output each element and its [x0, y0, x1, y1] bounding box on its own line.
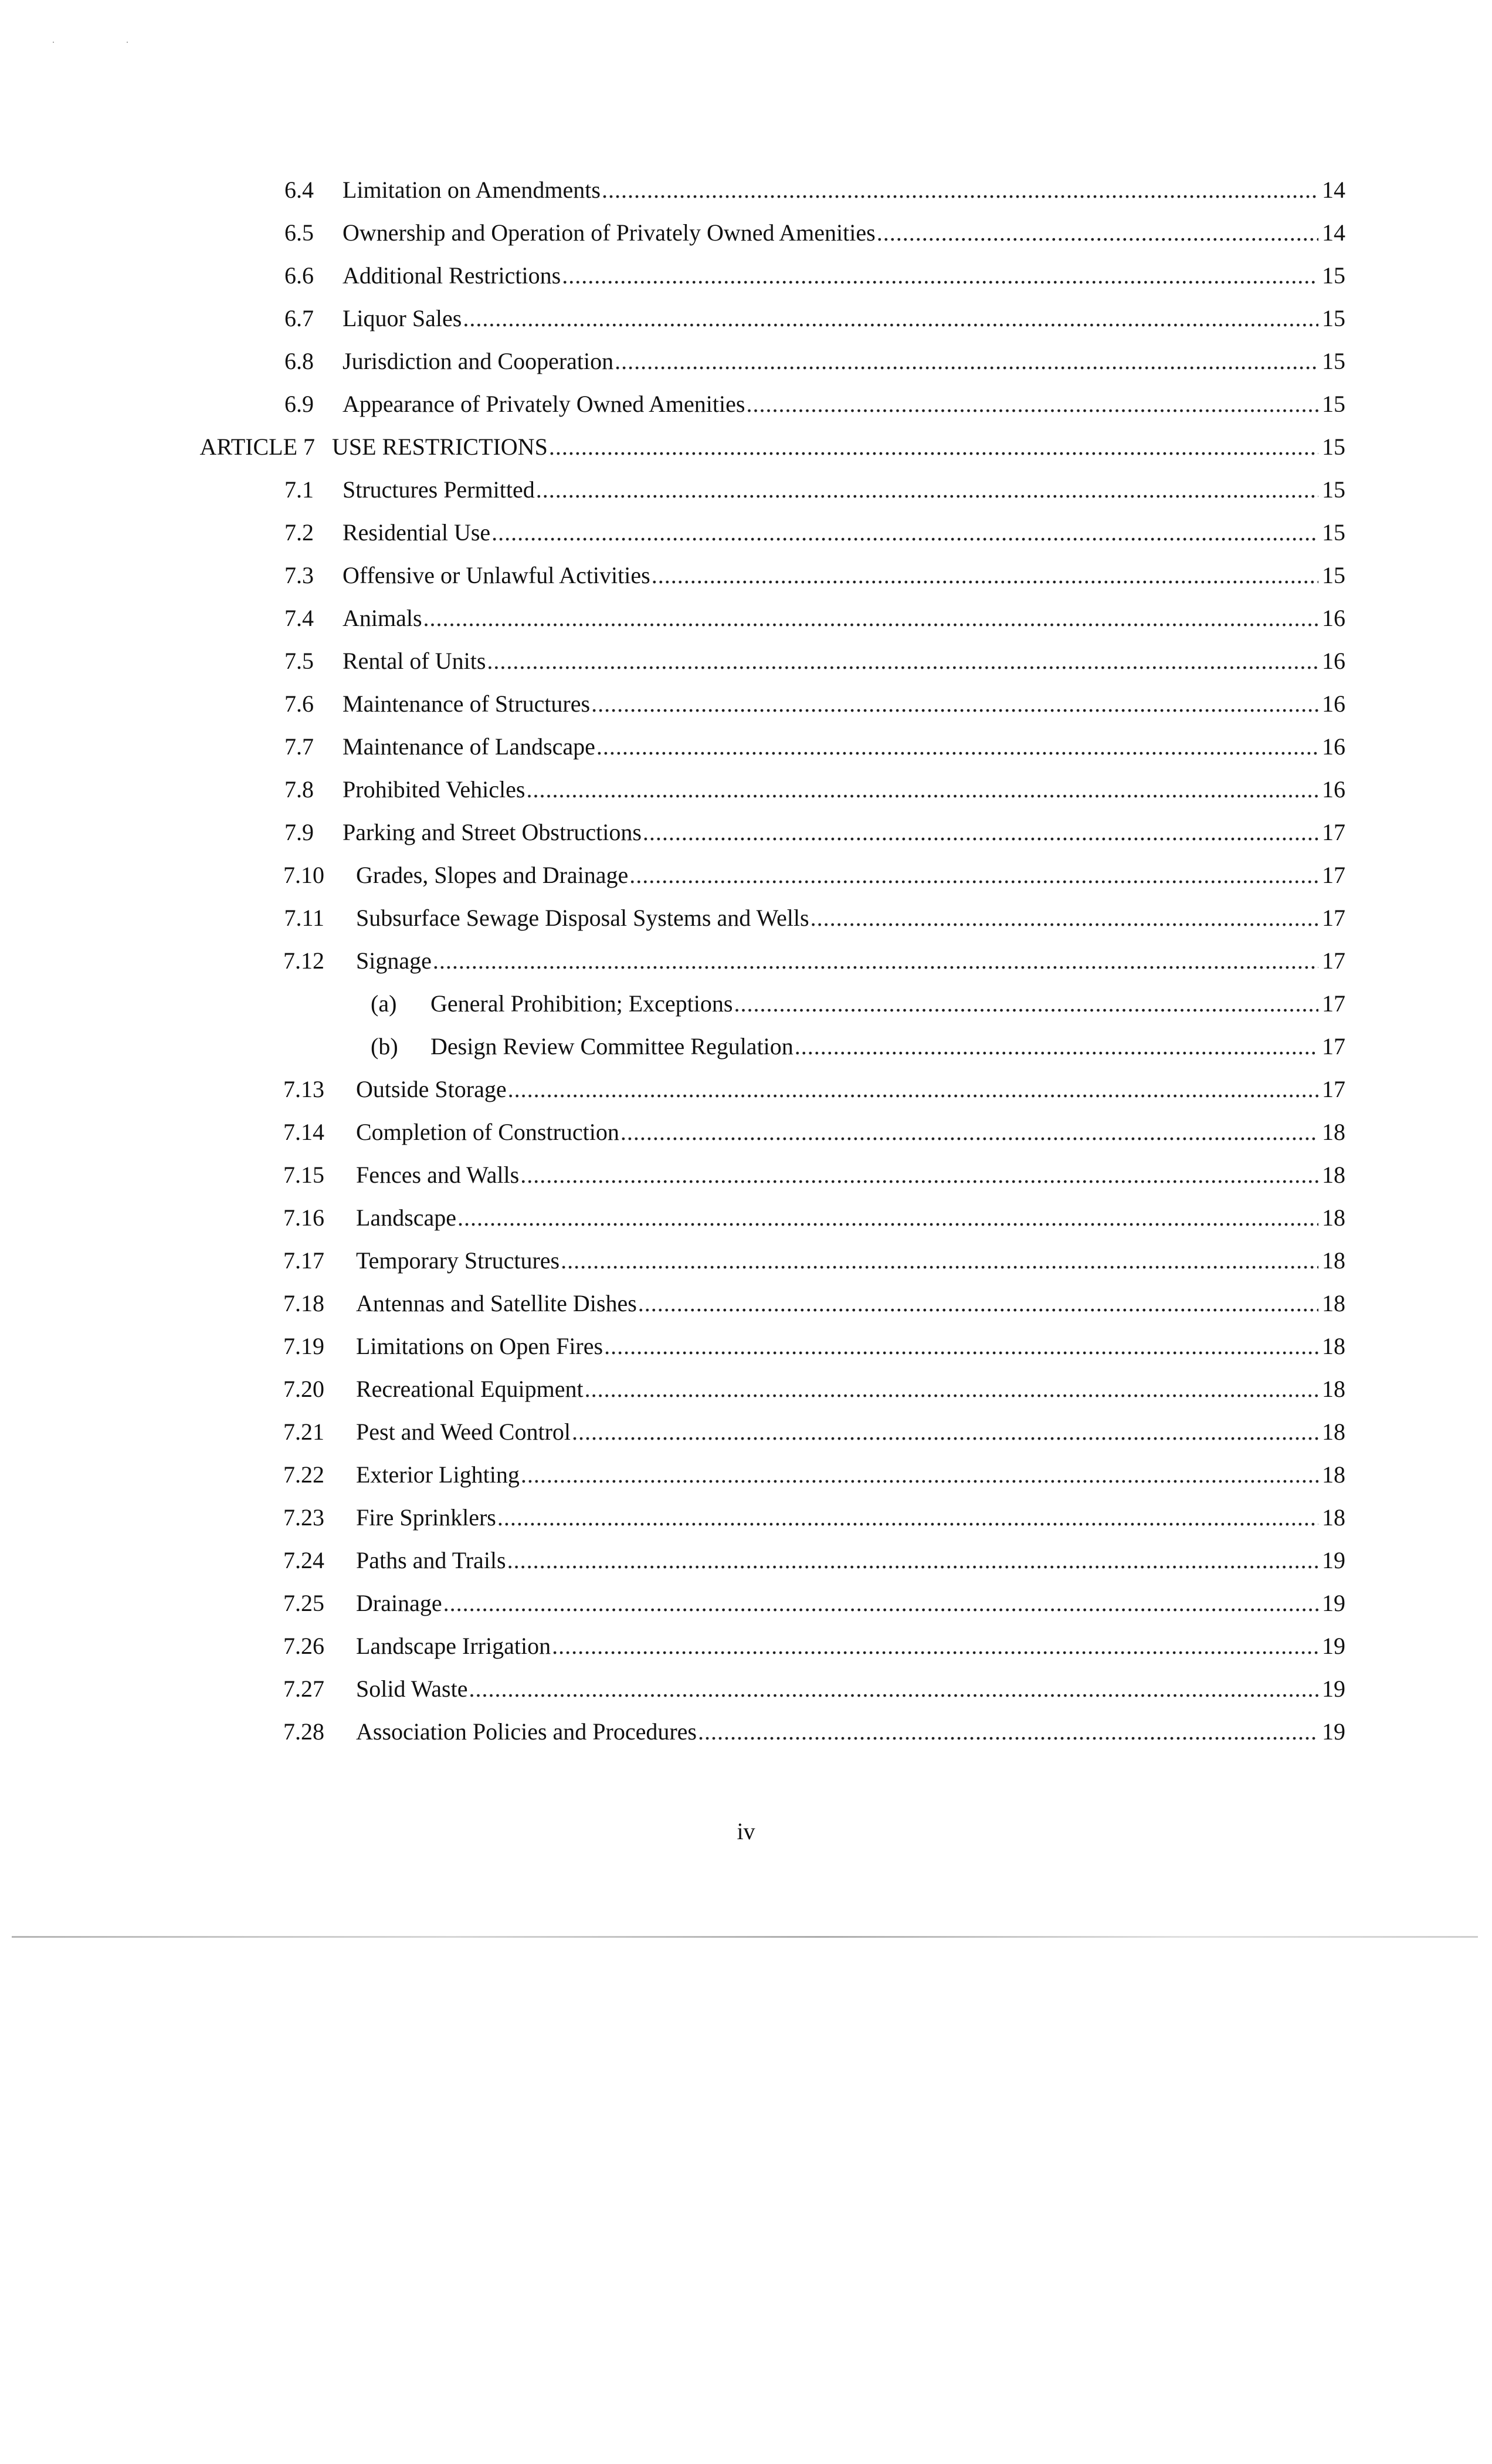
toc-entry-number: 7.11 — [284, 905, 324, 931]
scan-speck: · — [52, 36, 126, 48]
toc-section-row — [0, 520, 1492, 563]
toc-entry-number: 7.14 — [283, 1119, 324, 1145]
toc-entry-number: 7.17 — [283, 1247, 324, 1274]
toc-section-row — [0, 1333, 1492, 1376]
toc-entry-title: Landscape Irrigation — [356, 1633, 551, 1659]
dot-leader — [811, 905, 1318, 931]
toc-entry-page: 19 — [1322, 1633, 1345, 1659]
toc-section-row — [0, 563, 1492, 605]
toc-entry-title: Additional Restrictions — [343, 262, 561, 289]
toc-entry — [343, 263, 1345, 289]
toc-article-row — [0, 434, 1492, 477]
dot-leader — [602, 177, 1318, 203]
toc-section-row — [0, 1376, 1492, 1419]
toc-section-row — [0, 648, 1492, 691]
dot-leader — [443, 1590, 1318, 1616]
toc-entry-number: 7.16 — [283, 1204, 324, 1231]
toc-entry-page: 17 — [1322, 862, 1345, 888]
toc-entry-title: Recreational Equipment — [356, 1376, 584, 1402]
dot-leader — [433, 948, 1318, 974]
toc-entry-title: Fire Sprinklers — [356, 1504, 496, 1531]
toc-section-row — [0, 220, 1492, 263]
toc-entry-title: Maintenance of Structures — [343, 691, 591, 717]
toc-entry-title: Ownership and Operation of Privately Owned Amenities — [343, 219, 876, 246]
toc-entry-number: 7.15 — [283, 1162, 324, 1188]
toc-entry — [343, 648, 1345, 674]
toc-entry — [343, 520, 1345, 546]
toc-entry-number: 7.28 — [283, 1718, 324, 1745]
toc-section-row — [0, 1419, 1492, 1462]
toc-entry-page: 17 — [1322, 819, 1345, 845]
toc-section-row — [0, 862, 1492, 905]
toc-entry-number: 6.7 — [284, 305, 314, 331]
dot-leader — [562, 263, 1318, 289]
toc-entry-number: 7.20 — [283, 1376, 324, 1402]
toc-entry-page: 18 — [1322, 1119, 1345, 1145]
toc-entry — [356, 1633, 1345, 1659]
toc-entry-page: 14 — [1322, 177, 1345, 203]
toc-entry-title: Outside Storage — [356, 1076, 507, 1102]
toc-subsection-row — [0, 1034, 1492, 1077]
toc-entry-page: 16 — [1322, 648, 1345, 674]
toc-entry — [343, 348, 1345, 374]
dot-leader — [561, 1248, 1318, 1274]
toc-entry-title: Structures Permitted — [343, 476, 535, 503]
dot-leader — [520, 1162, 1318, 1188]
toc-entry-page: 15 — [1322, 305, 1345, 331]
toc-entry-number: 7.1 — [284, 476, 314, 503]
toc-entry-page: 18 — [1322, 1162, 1345, 1188]
toc-entry-number: 7.2 — [284, 519, 314, 546]
dot-leader — [552, 1633, 1318, 1659]
toc-entry — [356, 1719, 1345, 1745]
toc-entry-number: 7.24 — [283, 1547, 324, 1573]
scan-speck: · — [126, 36, 199, 48]
toc-entry-page: 18 — [1322, 1419, 1345, 1445]
toc-entry — [343, 306, 1345, 331]
toc-entry — [356, 1419, 1345, 1445]
toc-entry-title: Rental of Units — [343, 648, 486, 674]
toc-entry-title: Temporary Structures — [356, 1247, 560, 1274]
dot-leader — [491, 520, 1318, 546]
toc-entry-number: 7.8 — [284, 776, 314, 803]
toc-entry — [356, 1590, 1345, 1616]
toc-entry-page: 16 — [1322, 776, 1345, 803]
dot-leader — [638, 1291, 1318, 1316]
dot-leader — [423, 605, 1318, 631]
toc-entry — [430, 991, 1345, 1017]
toc-section-row — [0, 1162, 1492, 1205]
toc-section-row — [0, 348, 1492, 391]
toc-section-row — [0, 477, 1492, 520]
dot-leader — [734, 991, 1318, 1017]
dot-leader — [549, 434, 1318, 460]
toc-entry-number: 7.3 — [284, 562, 314, 588]
toc-entry-page: 18 — [1322, 1504, 1345, 1531]
toc-entry-page: 15 — [1322, 262, 1345, 289]
toc-entry-number: 7.21 — [283, 1419, 324, 1445]
dot-leader — [585, 1376, 1318, 1402]
toc-section-row — [0, 691, 1492, 734]
toc-entry — [343, 477, 1345, 503]
toc-entry-number: ARTICLE 7 — [199, 434, 315, 460]
toc-entry-page: 15 — [1322, 391, 1345, 417]
dot-leader — [487, 648, 1318, 674]
toc-entry-number: 7.4 — [284, 605, 314, 631]
toc-entry-number: 7.6 — [284, 691, 314, 717]
toc-entry-page: 18 — [1322, 1247, 1345, 1274]
toc-entry — [356, 1077, 1345, 1102]
toc-section-row — [0, 1462, 1492, 1505]
toc-entry — [356, 1676, 1345, 1702]
dot-leader — [596, 734, 1318, 760]
toc-section-row — [0, 391, 1492, 434]
toc-entry — [356, 1333, 1345, 1359]
toc-section-row — [0, 177, 1492, 220]
toc-subsection-row — [0, 991, 1492, 1034]
toc-entry — [343, 220, 1345, 246]
dot-leader — [877, 220, 1318, 246]
toc-entry — [356, 1205, 1345, 1231]
toc-entry-number: 7.25 — [283, 1590, 324, 1616]
toc-entry-title: Solid Waste — [356, 1676, 468, 1702]
toc-entry-title: Grades, Slopes and Drainage — [356, 862, 629, 888]
toc-section-row — [0, 306, 1492, 348]
toc-entry-page: 18 — [1322, 1461, 1345, 1488]
toc-entry-title: Completion of Construction — [356, 1119, 619, 1145]
toc-entry — [356, 1548, 1345, 1573]
dot-leader — [536, 477, 1318, 503]
toc-entry — [356, 1462, 1345, 1488]
dot-leader — [643, 820, 1318, 845]
toc-entry — [332, 434, 1345, 460]
toc-entry-number: 7.10 — [283, 862, 324, 888]
toc-entry-page: 18 — [1322, 1204, 1345, 1231]
toc-entry-title: Appearance of Privately Owned Amenities — [343, 391, 745, 417]
toc-entry-number: (b) — [371, 1033, 398, 1060]
table-of-contents — [0, 177, 1492, 1762]
toc-entry-page: 15 — [1322, 434, 1345, 460]
toc-entry-page: 16 — [1322, 691, 1345, 717]
page-number: iv — [737, 1818, 755, 1844]
toc-section-row — [0, 820, 1492, 862]
toc-section-row — [0, 1077, 1492, 1119]
toc-entry — [356, 1505, 1345, 1531]
dot-leader — [615, 348, 1318, 374]
toc-entry — [343, 391, 1345, 417]
toc-entry-number: 6.9 — [284, 391, 314, 417]
toc-entry — [430, 1034, 1345, 1060]
toc-entry-title: Liquor Sales — [343, 305, 462, 331]
toc-entry-number: 7.27 — [283, 1676, 324, 1702]
toc-entry — [356, 1162, 1345, 1188]
toc-entry — [343, 734, 1345, 760]
toc-entry-page: 15 — [1322, 348, 1345, 374]
dot-leader — [469, 1676, 1319, 1702]
dot-leader — [652, 563, 1318, 588]
toc-entry — [343, 691, 1345, 717]
toc-section-row — [0, 1291, 1492, 1333]
toc-entry-number: 7.19 — [283, 1333, 324, 1359]
toc-entry-title: Association Policies and Procedures — [356, 1718, 697, 1745]
dot-leader — [698, 1719, 1318, 1745]
toc-section-row — [0, 605, 1492, 648]
dot-leader — [497, 1505, 1318, 1531]
toc-entry-page: 19 — [1322, 1547, 1345, 1573]
toc-entry — [343, 605, 1345, 631]
toc-entry — [356, 905, 1345, 931]
toc-entry — [356, 1291, 1345, 1316]
toc-entry-page: 16 — [1322, 733, 1345, 760]
toc-entry — [356, 862, 1345, 888]
toc-entry-number: 7.22 — [283, 1461, 324, 1488]
toc-entry-title: Subsurface Sewage Disposal Systems and Wells — [356, 905, 809, 931]
toc-section-row — [0, 1719, 1492, 1762]
toc-entry — [343, 563, 1345, 588]
toc-entry-title: Exterior Lighting — [356, 1461, 520, 1488]
toc-entry-page: 17 — [1322, 1033, 1345, 1060]
dot-leader — [463, 306, 1318, 331]
toc-entry-page: 17 — [1322, 990, 1345, 1017]
toc-entry-title: Jurisdiction and Cooperation — [343, 348, 614, 374]
toc-entry-title: Prohibited Vehicles — [343, 776, 525, 803]
toc-section-row — [0, 263, 1492, 306]
toc-section-row — [0, 905, 1492, 948]
toc-entry-number: 7.5 — [284, 648, 314, 674]
dot-leader — [591, 691, 1318, 717]
toc-entry — [356, 1376, 1345, 1402]
toc-entry-title: Paths and Trails — [356, 1547, 506, 1573]
toc-entry-title: USE RESTRICTIONS — [332, 434, 548, 460]
toc-section-row — [0, 777, 1492, 820]
toc-entry — [356, 948, 1345, 974]
toc-entry-page: 18 — [1322, 1290, 1345, 1316]
toc-entry-page: 19 — [1322, 1590, 1345, 1616]
dot-leader — [629, 862, 1318, 888]
toc-entry-title: Fences and Walls — [356, 1162, 520, 1188]
toc-section-row — [0, 734, 1492, 777]
toc-entry — [343, 777, 1345, 803]
toc-entry-page: 17 — [1322, 1076, 1345, 1102]
toc-entry-title: Drainage — [356, 1590, 442, 1616]
toc-entry-page: 14 — [1322, 219, 1345, 246]
dot-leader — [604, 1333, 1318, 1359]
dot-leader — [572, 1419, 1318, 1445]
toc-entry-number: (a) — [371, 990, 397, 1017]
toc-entry-page: 18 — [1322, 1376, 1345, 1402]
toc-section-row — [0, 1119, 1492, 1162]
scan-specks — [52, 36, 199, 49]
toc-entry-title: Animals — [343, 605, 422, 631]
toc-section-row — [0, 1676, 1492, 1719]
toc-entry-page: 15 — [1322, 562, 1345, 588]
toc-entry-title: Design Review Committee Regulation — [430, 1033, 794, 1060]
toc-entry-title: Signage — [356, 947, 432, 974]
dot-leader — [526, 777, 1318, 803]
toc-entry-page: 17 — [1322, 947, 1345, 974]
toc-entry-page: 17 — [1322, 905, 1345, 931]
toc-entry-number: 7.13 — [283, 1076, 324, 1102]
toc-entry-title: Limitation on Amendments — [343, 177, 601, 203]
toc-entry-title: Landscape — [356, 1204, 457, 1231]
toc-section-row — [0, 1548, 1492, 1590]
toc-entry-page: 19 — [1322, 1676, 1345, 1702]
toc-entry-number: 6.6 — [284, 262, 314, 289]
dot-leader — [508, 1077, 1318, 1102]
toc-entry-number: 6.8 — [284, 348, 314, 374]
toc-entry-number: 7.26 — [283, 1633, 324, 1659]
toc-section-row — [0, 1505, 1492, 1548]
scan-artifact-line — [12, 1936, 1478, 1938]
toc-entry-number: 6.5 — [284, 219, 314, 246]
dot-leader — [507, 1548, 1318, 1573]
toc-entry — [356, 1248, 1345, 1274]
toc-entry-title: Residential Use — [343, 519, 491, 546]
toc-section-row — [0, 948, 1492, 991]
toc-entry-number: 7.7 — [284, 733, 314, 760]
dot-leader — [457, 1205, 1318, 1231]
toc-entry-title: Limitations on Open Fires — [356, 1333, 603, 1359]
toc-entry-page: 15 — [1322, 476, 1345, 503]
toc-entry-page: 18 — [1322, 1333, 1345, 1359]
toc-section-row — [0, 1633, 1492, 1676]
toc-entry-number: 7.9 — [284, 819, 314, 845]
dot-leader — [746, 391, 1318, 417]
toc-entry — [343, 820, 1345, 845]
toc-entry-number: 7.23 — [283, 1504, 324, 1531]
toc-entry-title: General Prohibition; Exceptions — [430, 990, 733, 1017]
toc-entry-title: Pest and Weed Control — [356, 1419, 571, 1445]
toc-entry-number: 7.12 — [283, 947, 324, 974]
toc-entry-page: 15 — [1322, 519, 1345, 546]
toc-section-row — [0, 1590, 1492, 1633]
toc-entry-number: 7.18 — [283, 1290, 324, 1316]
toc-entry-number: 6.4 — [284, 177, 314, 203]
toc-entry-title: Parking and Street Obstructions — [343, 819, 642, 845]
toc-entry-page: 19 — [1322, 1718, 1345, 1745]
toc-entry — [356, 1119, 1345, 1145]
toc-entry-title: Offensive or Unlawful Activities — [343, 562, 650, 588]
toc-entry-title: Antennas and Satellite Dishes — [356, 1290, 637, 1316]
toc-section-row — [0, 1205, 1492, 1248]
dot-leader — [620, 1119, 1318, 1145]
dot-leader — [795, 1034, 1318, 1060]
toc-entry-page: 16 — [1322, 605, 1345, 631]
toc-entry-title: Maintenance of Landscape — [343, 733, 595, 760]
toc-entry — [343, 177, 1345, 203]
dot-leader — [521, 1462, 1318, 1488]
toc-section-row — [0, 1248, 1492, 1291]
